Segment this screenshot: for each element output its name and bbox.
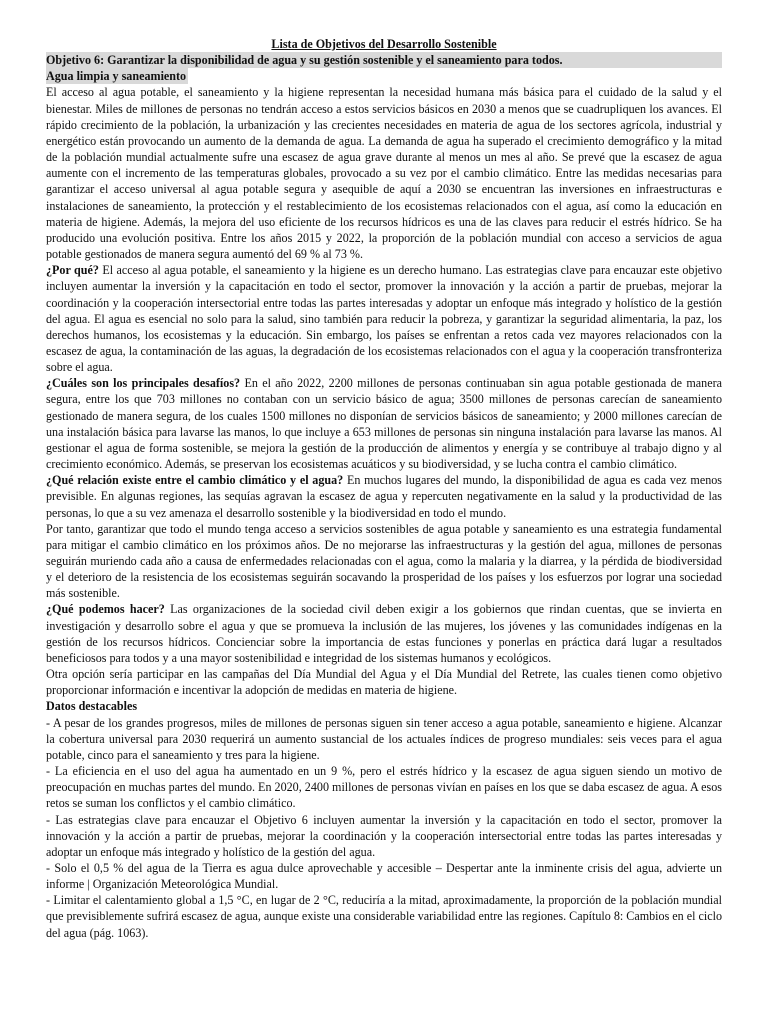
- document-title: Lista de Objetivos del Desarrollo Sostenible: [271, 37, 497, 51]
- qa-climate-question: ¿Qué relación existe entre el cambio climático y el agua?: [46, 473, 344, 488]
- highlight-item: - A pesar de los grandes progresos, miles de millones de personas siguen sin tener acceso a agua potable, saneamiento e higiene. Alcanzar la cobertura universal para 2030 requerirá un aumento sustancial de los actuales índices de progreso mundiales: seis veces para el agua potable, cinco para el saneamiento y tres para la higiene.: [46, 715, 722, 762]
- qa-climate: [46, 472, 722, 520]
- qa-what-can-we-do-question: ¿Qué podemos hacer?: [46, 602, 165, 617]
- qa-why: [46, 262, 722, 375]
- qa-what-can-we-do-answer: Las organizaciones de la sociedad civil deben exigir a los gobiernos que rindan cuentas, que se invierta en investigación y desarrollo sobre el agua y que se promueva la inclusión de las mujeres, los jóvenes y las comunidades indígenas en la gestión de los recursos hídricos. Concienciar sobre la importancia de estas funciones y ponerlas en práctica dará lugar a resultados beneficiosos para todos y a una mayor sostenibilidad e integridad de los sistemas humanos y ecológicos.: [46, 602, 722, 665]
- qa-why-answer: El acceso al agua potable, el saneamiento y la higiene es un derecho humano. Las estrategias clave para encauzar este objetivo incluyen aumentar la inversión y la capacitación en todo el sector, promover la innovación y la acción a partir de pruebas, mejorar la coordinación y la cooperación intersectorial entre todas las partes interesadas y adoptar un enfoque más integrado y holístico de la gestión del agua. El agua es esencial no solo para la salud, sino también para reducir la pobreza, y garantizar la seguridad alimentaria, la paz, los derechos humanos, los ecosistemas y la educación. Sin embargo, los países se enfrentan a retos cada vez mayores relacionados con la escasez de agua, la contaminación de las aguas, la degradación de los ecosistemas relacionados con el agua y la cooperación transfronteriza sobre el agua.: [46, 263, 722, 375]
- qa-challenges-question: ¿Cuáles son los principales desafíos?: [46, 376, 241, 391]
- climate-followup-paragraph: Por tanto, garantizar que todo el mundo tenga acceso a servicios sostenibles de agua potable y saneamiento es una estrategia fundamental para mitigar el cambio climático en los próximos años. De no mejorarse las infraestructuras y la gestión del agua, millones de personas seguirán muriendo cada año a causa de enfermedades relacionadas con el agua, como la malaria y la diarrea, y la pérdida de biodiversidad y el deterioro de la resistencia de los ecosistemas seguirán socavando la prosperidad de los países y los esfuerzos por lograr una sociedad más sostenible.: [46, 521, 722, 601]
- qa-challenges: [46, 375, 722, 472]
- objective-heading: Objetivo 6: Garantizar la disponibilidad de agua y su gestión sostenible y el saneamiento para todos.: [46, 52, 722, 68]
- qa-what-can-we-do: [46, 601, 722, 666]
- qa-challenges-answer: En el año 2022, 2200 millones de personas continuaban sin agua potable gestionada de manera segura, entre los que 703 millones no contaban con un servicio básico de agua; 3500 millones de personas carecían de saneamiento gestionado de manera segura, de los cuales 1500 millones no disponían de servicios básicos de saneamiento; y 2000 millones carecían de una instalación básica para lavarse las manos, lo que incluye a 653 millones de personas sin ninguna instalación para lavarse las manos. Al gestionar el agua de forma sostenible, se mejora la gestión de la producción de alimentos y energía y se contribuye al trabajo digno y al crecimiento económico. Además, se preservan los ecosistemas acuáticos y su biodiversidad, y se lucha contra el cambio climático.: [46, 376, 722, 472]
- highlights-heading: Datos destacables: [46, 699, 138, 714]
- highlight-item: - Las estrategias clave para encauzar el Objetivo 6 incluyen aumentar la inversión y la capacitación en todo el sector, promover la innovación y la acción a partir de pruebas, mejorar la coordinación y la cooperación intersectorial entre todas las partes interesadas y adoptar un enfoque más integrado y holístico de la gestión del agua.: [46, 812, 722, 859]
- other-option-paragraph: Otra opción sería participar en las campañas del Día Mundial del Agua y el Día Mundial del Retrete, las cuales tienen como objetivo proporcionar información e incentivar la adopción de medidas en materia de higiene.: [46, 667, 722, 698]
- qa-climate-answer: En muchos lugares del mundo, la disponibilidad de agua es cada vez menos previsible. En algunas regiones, las sequías agravan la escasez de agua y repercuten negativamente en la salud y la productividad de las personas, lo que a su vez amenaza el desarrollo sostenible y la biodiversidad en todo el mundo.: [46, 473, 722, 520]
- highlight-item: - La eficiencia en el uso del agua ha aumentado en un 9 %, pero el estrés hídrico y la escasez de agua siguen siendo un motivo de preocupación en muchas partes del mundo. En 2020, 2400 millones de personas vivían en países en los que se daba escasez de agua. A esos retos se suman los conflictos y el cambio climático.: [46, 764, 722, 811]
- highlight-item: - Limitar el calentamiento global a 1,5 °C, en lugar de 2 °C, reduciría a la mitad, aproximadamente, la proporción de la población mundial que previsiblemente sufrirá escasez de agua, aunque existe una considerable variabilidad entre las regiones. Capítulo 8: Cambios en el ciclo del agua (pág. 1063).: [46, 893, 722, 940]
- qa-why-question: ¿Por qué?: [46, 263, 99, 278]
- section-title: Agua limpia y saneamiento: [46, 69, 187, 84]
- highlight-item: - Solo el 0,5 % del agua de la Tierra es agua dulce aprovechable y accesible – Despertar ante la inminente crisis del agua, advierte un informe | Organización Meteorológica Mundial.: [46, 860, 722, 892]
- intro-paragraph: El acceso al agua potable, el saneamiento y la higiene representan la necesidad humana más básica para el cuidado de la salud y el bienestar. Miles de millones de personas no tendrán acceso a estos servicios básicos en 2030 a menos que se cuadrupliquen los avances. El rápido crecimiento de la población, la urbanización y las crecientes necesidades en materia de agua de los sectores agrícola, industrial y energético están provocando un aumento de la demanda de agua. La demanda de agua ha superado el crecimiento demográfico y la mitad de la población mundial actualmente sufre una escasez de agua grave durante al menos un mes al año. Se prevé que la escasez de agua aumente con el incremento de las temperaturas globales, provocado a su vez por el cambio climático. Entre las medidas necesarias para garantizar el acceso universal al agua potable segura y asequible de aquí a 2030 se encuentran las inversiones en infraestructuras e instalaciones de saneamiento, la protección y el restablecimiento de los ecosistemas relacionados con el agua, así como la educación en materia de higiene. Además, la mejora del uso eficiente de los recursos hídricos es una de las claves para reducir el estrés hídrico. Se ha producido una evolución positiva. Entre los años 2015 y 2022, la proporción de la población mundial con acceso a servicios de agua potable gestionados de manera segura aumentó del 69 % al 73 %.: [46, 85, 722, 262]
